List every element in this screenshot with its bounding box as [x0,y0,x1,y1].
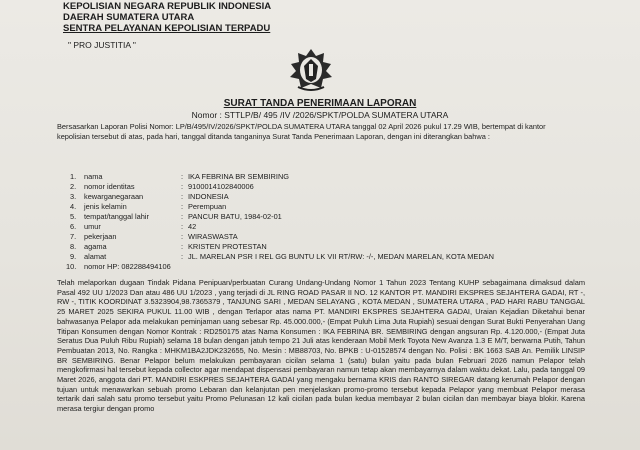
letterhead-line-1: KEPOLISIAN NEGARA REPUBLIK INDONESIA [63,1,272,12]
letterhead-line-3: SENTRA PELAYANAN KEPOLISIAN TERPADU [63,23,271,34]
intro-paragraph: Bersasarkan Laporan Polisi Nomor: LP/B/495/IV/2026/SPKT/POLDA SUMATERA UTARA tanggal 02 April 2026 pukul 17.29 WIB, bertempat di kantor kepolisian tersebut di atas, pada hari, tanggal ditanda tanganinya Surat Tanda Penerimaan Laporan, dengan ini diterangkan bahwa : [57,122,546,141]
document-number: Nomor : STTLP/B/ 495 /IV /2026/SPKT/POLDA SUMATERA UTARA [191,110,449,120]
police-emblem-icon [280,44,342,94]
pro-justitia-label: " PRO JUSTITIA " [68,40,136,50]
report-body-paragraph: Telah melaporkan dugaan Tindak Pidana Penipuan/perbuatan Curang Undang-Undang Nomor 1 Tahun 2023 Tentang KUHP sebagaimana dimaksud dalam Pasal 492 UU 1/2023 Dan atau 486 UU 1/2023 , yang terjadi di JL RING ROAD PASAR II NO. 12 KANTOR PT. MANDIRI EKSPRES SEJAHTERA GADAI, RT -, RW -, TITIK KOORDINAT 3.5323904,98.7365379 , TANJUNG SARI , MEDAN SELAYANG , KOTA MEDAN , SUMATERA UTARA , PAD HARI RABU TANGGAL 25 MARET 2025 SEKIRA PUKUL 11.00 WIB , dengan Terlapor atas nama PT. MANDIRI EKSPRES SEJAHTERA GADAI, Uraian Kejadian Diketahui benar bahwasanya Pelapor ada melakukan peminjaman uang sebesar Rp. 45.000.000,- (Empat Puluh Lima Juta Rupiah) sesuai dengan Surat Bukti Penyerahan Uang Titipan Konsumen dengan Nomor Kontrak : RD250175 atas Nama Konsumen : IKA FEBRINA BR. SEMBIRING dengan angsuran Rp. 4.120.000,- (Empat Juta Seratus Dua Puluh Ribu Rupiah) selama 18 bulan dengan jatuh tempo 21 Juli atas kenderaan Mobil Merk Toyota New Avanza 1.3 E M/T, berwarna Putih, Tahun Pembuatan 2013, No. Rangka : MHKM1BA2JDK232655, No. Mesin : MB88703, No. BPKB : U-01528574 dengan No. Polisi : BK 1663 SAB An. Pemilik LINSIP BR SEMBIRING. Benar Pelapor belum melakukan pembayaran cicilan selama 1 (satu) bulan yaitu pada bulan Februari 2026 namun Pelapor telah mengkofirmasi hal tersebut kepada collector agar mendapat dispensasi pembayaran namun tetap akan membayarnya dalam waktu dekat. Lalu, pada tanggal 09 Maret 2026, anggota dari PT. MANDIRI ESKPRES SEJAHTERA GADAI yang mengaku bernama KRIS dan RANTO SIREGAR datang kerumah Pelapor dengan tujuan untuk menawarkan sebuah promo Lebaran dan kelanjutan pen menjelaskan promo-promo tersebut kepada Pelapor yang membuat Pelapor merasa tertarik dari salah satu promo tersebut yaitu Promo Pelunasan 12 kali cicilan pada bulan kedua membayar 2 bulan cicilan dan membayar biaya blokir. Karena merasa tergiur dengan promo [57,278,585,414]
document-title: SURAT TANDA PENERIMAAN LAPORAN [223,98,417,109]
document-page: KEPOLISIAN NEGARA REPUBLIK INDONESIA DAERAH SUMATERA UTARA SENTRA PELAYANAN KEPOLISIAN TERPADU " PRO JUSTITIA " SURAT TANDA PENERIMAAN LAPORAN Nomor : STTLP/B/ 495 /IV /2026/SPKT/POLDA SUMATERA UTARA Bersasarkan Laporan Polisi Nomor: LP/B/495/IV/2026/SPKT/POLDA SUMATERA UTARA tanggal 02 April 2026 pukul 17.29 WIB, bertempat di kantor kepolisian tersebut di atas, pada hari, tanggal ditanda tanganinya Surat Tanda Penerimaan Laporan, dengan ini diterangkan bahwa : 1. nama : IKA FEBRINA BR SEMBIRING 2. nomor identitas : 9100014102840006 3. kewarganegaraan : INDONESIA 4. jenis kelamin : Perempuan 5. tempat/tanggal lahir : PANCUR BATU, 1984-02-01 6. umur : 42 7. pekerjaan : WIRASWASTA 8. agama : KRISTEN PROTESTAN 9. alamat : JL. MARELAN PSR I REL GG BUNTU LK VII RT/RW: -/-, MEDAN MARELAN, KOTA MEDAN 10. nomor HP: 082288494106 Telah melaporkan dugaan Tindak Pidana Penipuan/perbuatan Curang Undang-Undang Nomor 1 Tahun 2023 Tentang KUHP sebagaimana dimaksud dalam Pasal 492 UU 1/2023 Dan atau 486 UU 1/2023 , yang terjadi di JL RING ROAD PASAR II NO. 12 KANTOR PT. MANDIRI EKSPRES SEJAHTERA GADAI, RT -, RW -, TITIK KOORDINAT 3.5323904,98.7365379 , TANJUNG SARI , MEDAN SELAYANG , KOTA MEDAN , SUMATERA UTARA , PAD HARI RABU TANGGAL 25 MARET 2025 SEKIRA PUKUL 11.00 WIB , dengan Terlapor atas nama PT. MANDIRI EKSPRES SEJAHTERA GADAI, Uraian Kejadian Diketahui benar bahwasanya Pelapor ada melakukan peminjaman uang sebesar Rp. 45.000.000,- (Empat Puluh Lima Juta Rupiah) sesuai dengan Surat Bukti Penyerahan Uang Titipan Konsumen dengan Nomor Kontrak : RD250175 atas Nama Konsumen : IKA FEBRINA BR. SEMBIRING dengan angsuran Rp. 4.120.000,- (Empat Juta Seratus Dua Puluh Ribu Rupiah) selama 18 bulan dengan jatuh tempo 21 Juli atas kenderaan Mobil Merk Toyota New Avanza 1.3 E M/T, berwarna Putih, Tahun Pembuatan 2013, No. Rangka : MHKM1BA2JDK232655, No. Mesin : MB88703, No. BPKB : U-01528574 dengan No. Polisi : BK 1663 SAB An. Pemilik LINSIP BR SEMBIRING. Benar Pelapor belum melakukan pembayaran cicilan selama 1 (satu) bulan yaitu pada bulan Februari 2026 namun Pelapor telah mengkofirmasi hal tersebut kepada collector agar mendapat dispensasi pembayaran namun tetap akan membayarnya dalam waktu dekat. Lalu, pada tanggal 09 Maret 2026, anggota dari PT. MANDIRI ESKPRES SEJAHTERA GADAI yang mengaku bernama KRIS dan RANTO SIREGAR datang kerumah Pelapor dengan tujuan untuk menawarkan sebuah promo Lebaran dan kelanjutan pen menjelaskan promo-promo tersebut kepada Pelapor yang membuat Pelapor merasa tertarik dari salah satu promo tersebut yaitu Promo Pelunasan 12 kali cicilan pada bulan kedua membayar 2 bulan cicilan dan membayar biaya blokir. Karena merasa tergiur dengan promo [0,0,640,450]
letterhead [63,1,271,34]
letterhead-line-2: DAERAH SUMATERA UTARA [63,12,195,23]
